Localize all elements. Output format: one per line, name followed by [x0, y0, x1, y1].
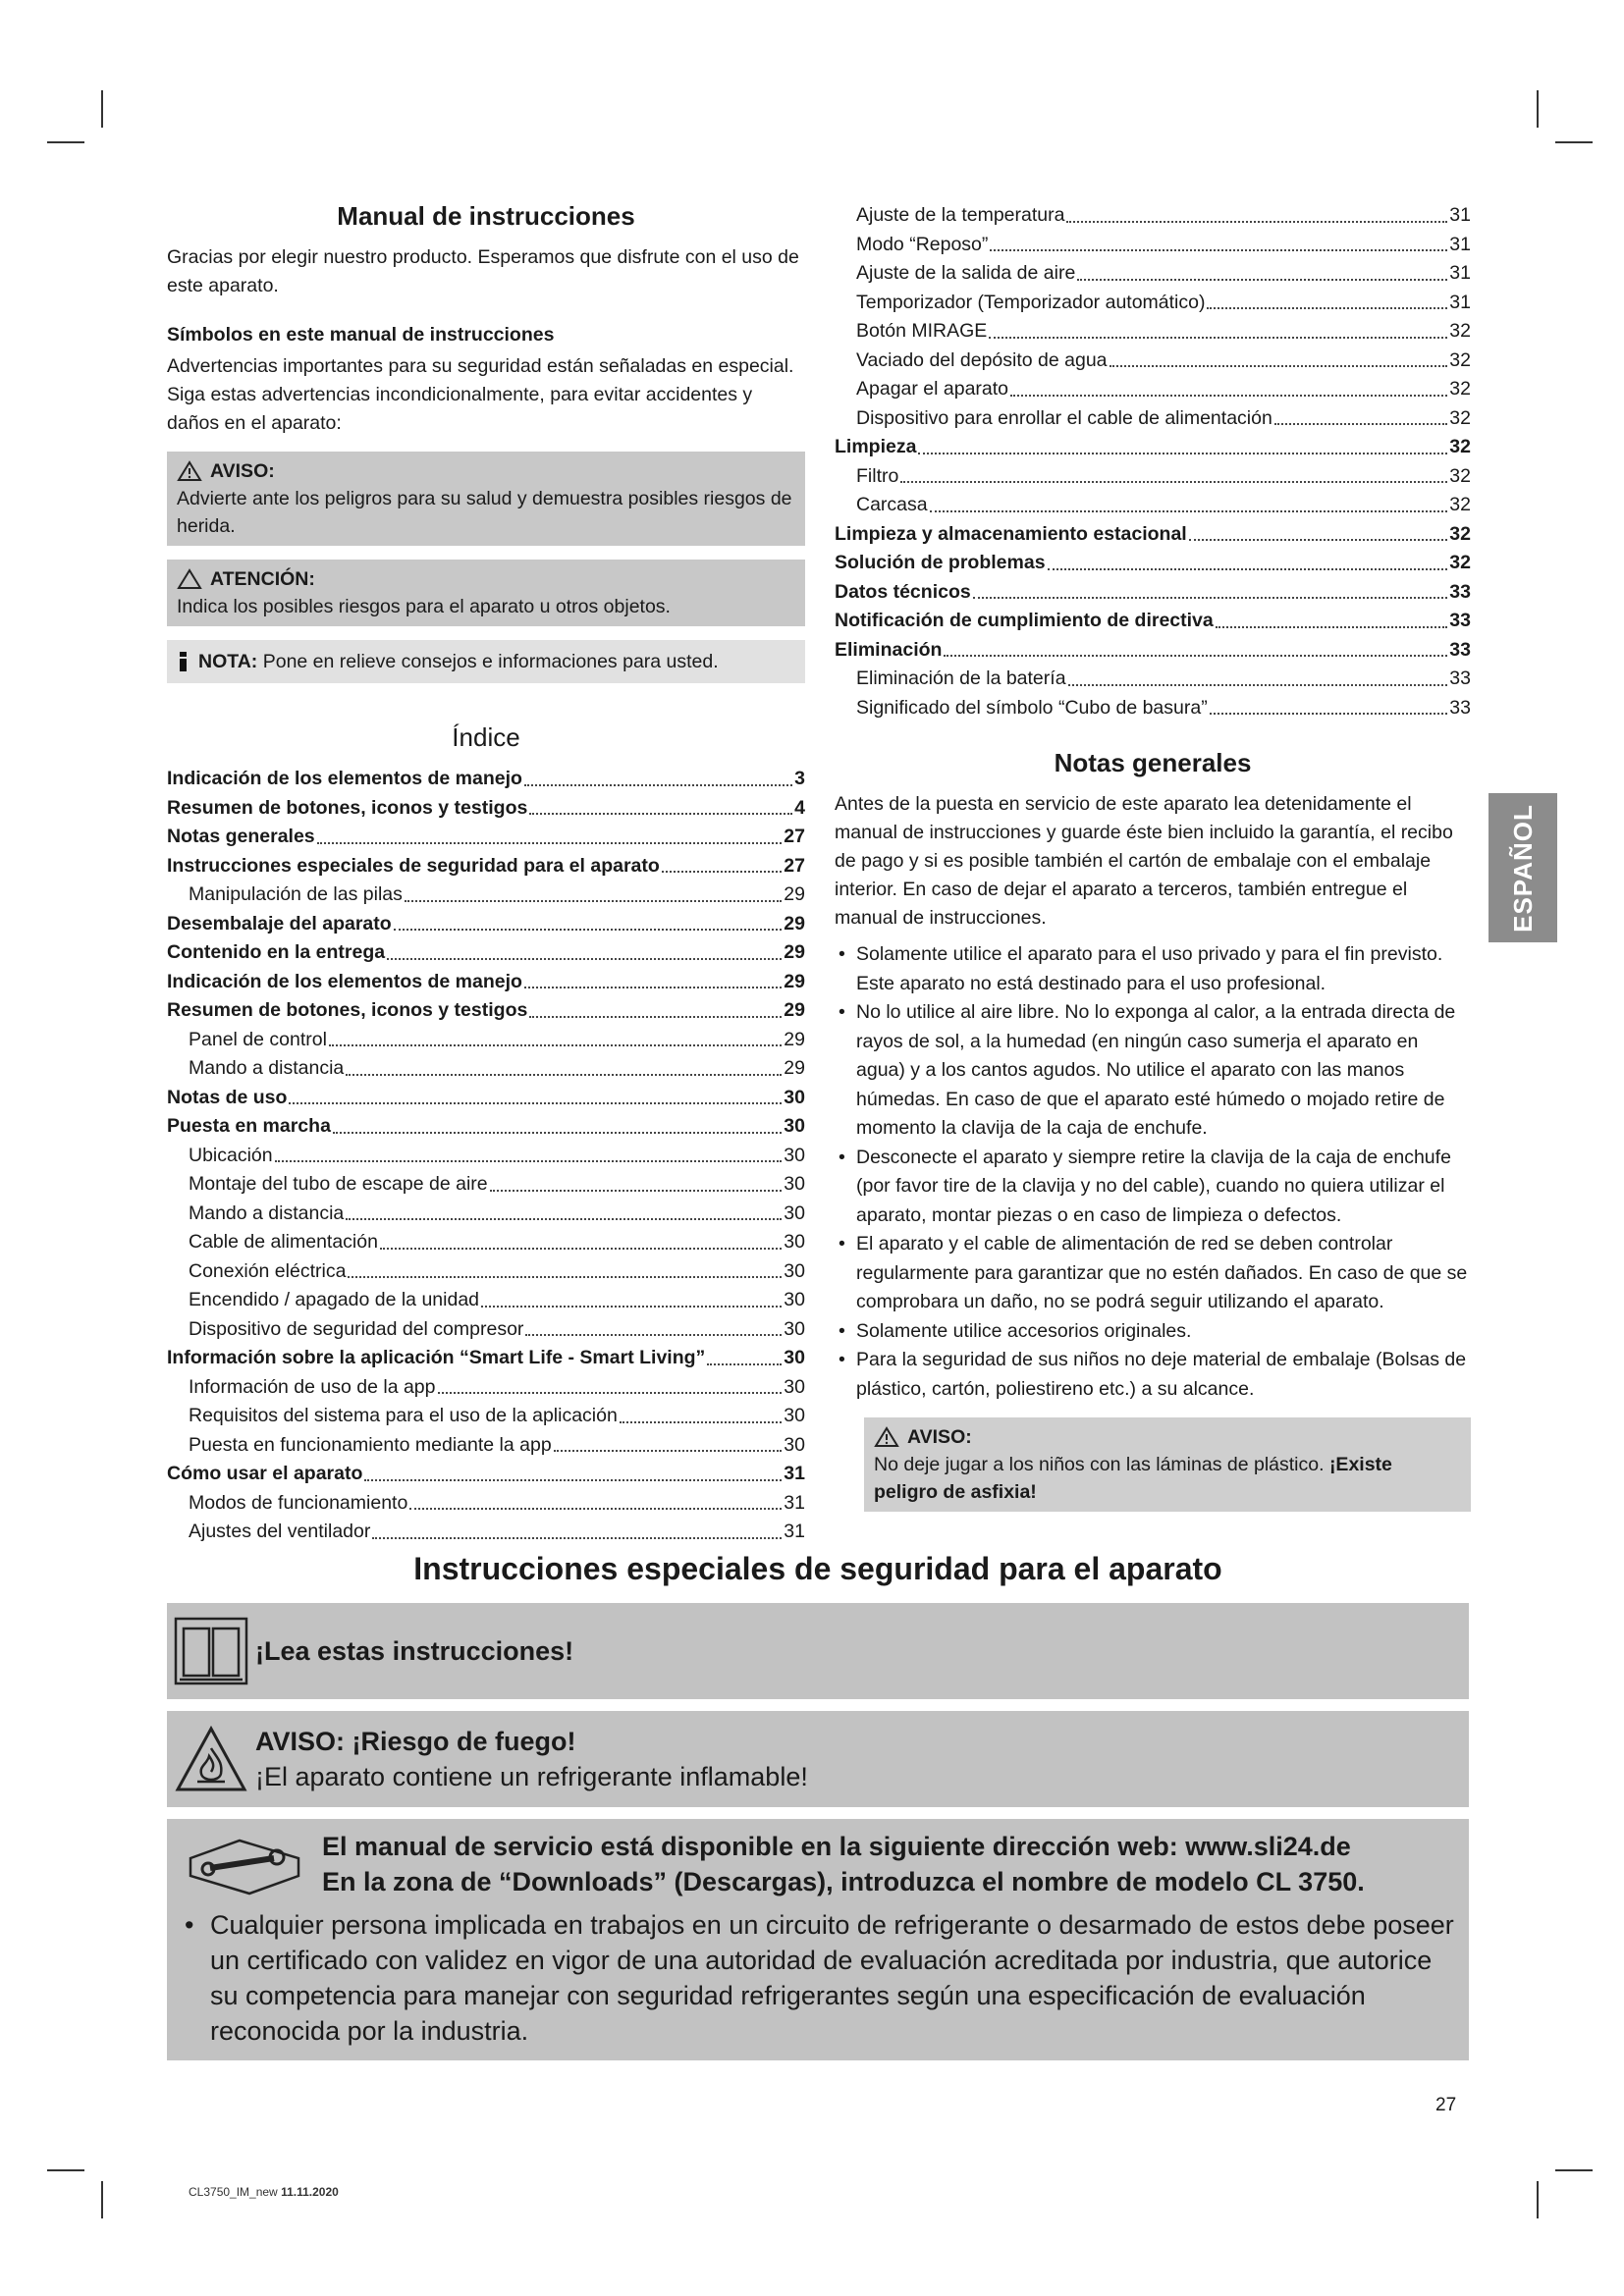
- toc-leader-dots: [346, 1218, 782, 1220]
- toc-leader-dots: [364, 1479, 782, 1481]
- toc-entry-page: 30: [784, 1289, 805, 1310]
- list-item: • Para la seguridad de sus niños no deje material de embalaje (Bolsas de plástico, cartón, poliestireno etc.) a su alcance.: [835, 1346, 1471, 1404]
- fire-warning-band: [167, 1711, 1469, 1807]
- toc-leader-dots: [989, 337, 1447, 339]
- toc-entry: [167, 1228, 805, 1257]
- toc-entry-label: Notas de uso: [167, 1086, 288, 1108]
- toc-leader-dots: [333, 1132, 782, 1134]
- fire-text: ¡El aparato contiene un refrigerante inflamable!: [255, 1762, 808, 1791]
- toc-entry-label: Notas generales: [167, 826, 315, 847]
- toc-entry-label: Ajuste de la salida de aire: [856, 262, 1076, 284]
- toc-entry-page: 27: [784, 854, 805, 877]
- toc-entry: [835, 404, 1471, 434]
- toc-leader-dots: [1210, 713, 1448, 715]
- toc-leader-dots: [662, 871, 783, 873]
- left-column: [167, 201, 805, 1547]
- toc-entry-page: 31: [784, 1491, 805, 1514]
- toc-entry: [835, 578, 1471, 608]
- toc-leader-dots: [372, 1537, 782, 1539]
- notes-list: [835, 940, 1471, 1404]
- toc-entry-label: Montaje del tubo de escape de aire: [189, 1173, 488, 1195]
- nota-label: NOTA:: [198, 651, 258, 672]
- toc-entry-page: 27: [784, 826, 805, 847]
- toc-leader-dots: [1048, 568, 1448, 570]
- toc-entry-label: Significado del símbolo “Cubo de basura”: [856, 696, 1208, 719]
- toc-leader-dots: [438, 1392, 783, 1394]
- toc-leader-dots: [394, 929, 783, 931]
- toc-entry: [835, 520, 1471, 550]
- read-instructions-text: ¡Lea estas instrucciones!: [255, 1636, 574, 1666]
- toc-leader-dots: [554, 1450, 783, 1452]
- toc-leader-dots: [707, 1363, 782, 1365]
- toc-entry-label: Conexión eléctrica: [189, 1259, 347, 1282]
- toc-entry-label: Información sobre la aplicación “Smart Life - Smart Living”: [167, 1347, 706, 1368]
- toc-entry-page: 32: [1449, 552, 1471, 573]
- toc-entry-label: Eliminación de la batería: [856, 667, 1066, 689]
- toc-entry: [167, 1112, 805, 1142]
- toc-entry: [167, 996, 805, 1026]
- toc-entry-label: Puesta en funcionamiento mediante la app: [189, 1433, 552, 1456]
- toc-entry-label: Resumen de botones, iconos y testigos: [167, 796, 528, 819]
- toc-entry: [835, 231, 1471, 260]
- aviso-text: Advierte ante los peligros para su salud y demuestra posibles riesgos de herida.: [177, 488, 792, 537]
- toc-entry: [167, 1460, 805, 1489]
- toc-leader-dots: [317, 842, 783, 844]
- toc-entry-page: 30: [784, 1405, 805, 1426]
- toc-entry-page: 30: [784, 1173, 805, 1195]
- intro-text: Gracias por elegir nuestro producto. Esperamos que disfrute con el uso de este aparato.: [167, 246, 799, 296]
- aviso-label: AVISO:: [907, 1426, 972, 1448]
- warning-icon: [177, 460, 202, 482]
- atencion-box: [167, 560, 805, 626]
- toc-entry: [167, 910, 805, 939]
- toc-entry: [167, 1142, 805, 1171]
- crop-mark: [1555, 2169, 1593, 2171]
- toc-entry-page: 30: [784, 1375, 805, 1398]
- toc-entry-label: Solución de problemas: [835, 552, 1046, 573]
- toc-entry: [835, 201, 1471, 231]
- list-item: • Desconecte el aparato y siempre retire la clavija de la caja de enchufe (por favor tire de la clavija y no del cable), cuando no quiera utilizar el aparato, montar piezas o en caso de limpieza o defectos.: [835, 1144, 1471, 1231]
- toc-entry-label: Vaciado del depósito de agua: [856, 348, 1108, 371]
- toc-leader-dots: [1010, 395, 1447, 397]
- toc-entry-page: 29: [784, 999, 805, 1021]
- toc-entry-label: Botón MIRAGE: [856, 320, 988, 342]
- toc-entry: [835, 549, 1471, 578]
- aviso-bold-text: ¡Existe peligro de asfixia!: [874, 1454, 1392, 1503]
- toc-leader-dots: [1077, 279, 1447, 281]
- toc-leader-dots: [1274, 423, 1447, 425]
- toc-entry-label: Ajuste de la temperatura: [856, 204, 1065, 226]
- toc-entry-page: 30: [784, 1115, 805, 1137]
- symbols-text: Advertencias importantes para su seguridad están señaladas en especial. Siga estas advertencias incondicionalmente, para evitar accidentes y daños en el aparato:: [167, 355, 794, 434]
- toc-entry-label: Cómo usar el aparato: [167, 1463, 363, 1484]
- toc-entry-label: Limpieza y almacenamiento estacional: [835, 522, 1187, 545]
- toc-entry-page: 30: [784, 1317, 805, 1340]
- toc-entry-label: Resumen de botones, iconos y testigos: [167, 999, 528, 1021]
- toc-entry-label: Puesta en marcha: [167, 1115, 331, 1137]
- toc-entry-page: 3: [794, 768, 805, 789]
- notes-intro: Antes de la puesta en servicio de este aparato lea detenidamente el manual de instrucciones y guarde éste bien incluido la garantía, el recibo de pago y si es posible también el cartón de embalaje con el embalaje interior. En caso de dejar el aparato a terceros, también entregue el manual de instrucciones.: [835, 793, 1453, 929]
- toc-leader-dots: [481, 1306, 782, 1308]
- toc-entry-page: 29: [784, 1028, 805, 1050]
- toc-entry-page: 30: [784, 1144, 805, 1166]
- toc-entry-page: 31: [784, 1463, 805, 1484]
- crop-mark: [101, 90, 103, 128]
- toc-entry-label: Cable de alimentación: [189, 1231, 378, 1253]
- toc-entry-label: Apagar el aparato: [856, 378, 1009, 400]
- footer-doc: CL3750_IM_new: [189, 2185, 278, 2199]
- atencion-label: ATENCIÓN:: [210, 568, 315, 590]
- toc-entry: [835, 665, 1471, 694]
- toc-entry-label: Indicación de los elementos de manejo: [167, 970, 522, 992]
- toc-entry-page: 32: [1449, 436, 1471, 457]
- toc-entry-page: 32: [1449, 320, 1471, 342]
- toc-entry-label: Modo “Reposo”: [856, 233, 989, 255]
- toc-entry-page: 32: [1449, 378, 1471, 400]
- toc-leader-dots: [1189, 539, 1448, 541]
- toc-leader-dots: [529, 1016, 782, 1018]
- toc-entry-page: 30: [784, 1433, 805, 1456]
- toc-entry: [835, 607, 1471, 636]
- list-item: • No lo utilice al aire libre. No lo exponga al calor, a la entrada directa de rayos de sol, a la humedad (en ningún caso sumerja el aparato en agua) y a los cantos agudos. No utilice el aparato con las manos húmedas. En caso de que el aparato esté húmedo o mojado retire de momento la clavija de la caja de enchufe.: [835, 998, 1471, 1144]
- toc-entry: [167, 1257, 805, 1287]
- toc-entry: [835, 694, 1471, 723]
- toc-entry-label: Mando a distancia: [189, 1201, 345, 1224]
- nota-box: [167, 640, 805, 683]
- language-tab: [1489, 793, 1557, 942]
- book-icon: [172, 1615, 250, 1687]
- toc-entry-label: Dispositivo de seguridad del compresor: [189, 1317, 524, 1340]
- toc-leader-dots: [973, 597, 1448, 599]
- toc-entry: [167, 1373, 805, 1403]
- toc-leader-dots: [900, 481, 1447, 483]
- service-manual-box: [167, 1819, 1469, 2060]
- toc-entry: [167, 1084, 805, 1113]
- toc-entry: [835, 259, 1471, 289]
- service-line-2: En la zona de “Downloads” (Descargas), introduzca el nombre de modelo CL 3750.: [322, 1867, 1365, 1896]
- toc-entry-page: 33: [1449, 580, 1471, 603]
- toc-entry: [167, 852, 805, 881]
- toc-entry: [835, 289, 1471, 318]
- toc-entry: [835, 317, 1471, 347]
- toc-entry-label: Encendido / apagado de la unidad: [189, 1289, 480, 1310]
- toc-entry-page: 32: [1449, 406, 1471, 429]
- index-title: Índice: [452, 722, 520, 752]
- toc-entry-label: Mando a distancia: [189, 1057, 345, 1079]
- footer: [189, 2185, 339, 2199]
- toc-entry-label: Dispositivo para enrollar el cable de alimentación: [856, 406, 1272, 429]
- toc-entry: [167, 1344, 805, 1373]
- special-title: Instrucciones especiales de seguridad para el aparato: [413, 1551, 1222, 1586]
- toc-entry-page: 32: [1449, 348, 1471, 371]
- toc-entry-label: Instrucciones especiales de seguridad para el aparato: [167, 854, 660, 877]
- toc-entry-label: Temporizador (Temporizador automático): [856, 291, 1206, 313]
- toc-leader-dots: [1066, 221, 1447, 223]
- toc-entry-label: Filtro: [856, 464, 899, 487]
- toc-leader-dots: [1207, 307, 1447, 309]
- toc-entry: [167, 1315, 805, 1345]
- toc-entry-page: 30: [784, 1259, 805, 1282]
- info-icon: [177, 651, 190, 672]
- toc-leader-dots: [405, 900, 782, 902]
- toc-entry-label: Ajustes del ventilador: [189, 1521, 371, 1542]
- toc-entry-page: 29: [784, 941, 805, 963]
- aviso-box: [167, 452, 805, 546]
- toc-leader-dots: [348, 1276, 782, 1278]
- toc-entry: [167, 823, 805, 852]
- toc-leader-dots: [990, 249, 1447, 251]
- toc-entry-label: Carcasa: [856, 494, 928, 515]
- toc-entry-label: Modos de funcionamiento: [189, 1491, 408, 1514]
- toc-entry-label: Ubicación: [189, 1144, 273, 1166]
- toc-entry-label: Panel de control: [189, 1028, 327, 1050]
- toc-entry: [167, 1026, 805, 1055]
- crop-mark: [101, 2181, 103, 2218]
- toc-entry: [167, 1402, 805, 1431]
- language-label: ESPAÑOL: [1507, 803, 1538, 933]
- symbols-heading: Símbolos en este manual de instrucciones: [167, 324, 555, 346]
- toc-entry: [167, 1170, 805, 1200]
- toc-entry-page: 31: [1449, 291, 1471, 313]
- toc-entry-page: 29: [784, 883, 805, 905]
- toc-entry: [167, 794, 805, 824]
- nota-text: Pone en relieve consejos e informaciones para usted.: [262, 651, 719, 672]
- toc-leader-dots: [930, 510, 1448, 512]
- crop-mark: [1537, 2181, 1539, 2218]
- toc-entry-page: 33: [1449, 696, 1471, 719]
- toc-leader-dots: [524, 784, 792, 786]
- toc-entry-label: Manipulación de las pilas: [189, 883, 403, 905]
- toc-entry: [835, 491, 1471, 520]
- read-instructions-band: [167, 1603, 1469, 1699]
- toc-entry-page: 33: [1449, 638, 1471, 661]
- toc-leader-dots: [620, 1421, 782, 1423]
- toc-entry-page: 32: [1449, 464, 1471, 487]
- toc-entry-page: 30: [784, 1231, 805, 1253]
- toc-entry-label: Información de uso de la app: [189, 1375, 436, 1398]
- toc-entry: [167, 1200, 805, 1229]
- toc-entry-label: Eliminación: [835, 638, 943, 661]
- toc-leader-dots: [1068, 684, 1448, 686]
- toc-entry-page: 31: [1449, 233, 1471, 255]
- toc-entry-label: Limpieza: [835, 436, 917, 457]
- toc-entry-label: Desembalaje del aparato: [167, 912, 392, 934]
- crop-mark: [1537, 90, 1539, 128]
- toc-leader-dots: [346, 1074, 782, 1076]
- toc-leader-dots: [524, 987, 782, 988]
- toc-entry: [167, 1489, 805, 1519]
- toc-entry: [167, 765, 805, 794]
- toc-leader-dots: [387, 958, 782, 960]
- toc-entry: [835, 433, 1471, 462]
- toc-entry-page: 29: [784, 912, 805, 934]
- page-number: 27: [1435, 2095, 1457, 2115]
- toc-entry-label: Contenido en la entrega: [167, 941, 386, 963]
- crop-mark: [47, 2169, 84, 2171]
- service-line-1: El manual de servicio está disponible en la siguiente dirección web: www.sli24.de: [322, 1832, 1351, 1861]
- service-bullets: [181, 1907, 1455, 2049]
- special-safety-section: [167, 1551, 1469, 2060]
- toc-leader-dots: [944, 655, 1447, 657]
- toc-entry-page: 32: [1449, 494, 1471, 515]
- caution-icon: [177, 568, 202, 590]
- right-column: [835, 201, 1471, 1512]
- toc-entry-page: 32: [1449, 522, 1471, 545]
- toc-leader-dots: [1216, 626, 1448, 628]
- toc-entry-page: 33: [1449, 610, 1471, 631]
- toc-entry-page: 30: [784, 1347, 805, 1368]
- toc-entry: [835, 636, 1471, 666]
- toc-entry: [167, 1431, 805, 1461]
- toc-entry-page: 31: [1449, 262, 1471, 284]
- toc-leader-dots: [329, 1044, 782, 1046]
- toc-entry-label: Datos técnicos: [835, 580, 971, 603]
- toc-entry-label: Indicación de los elementos de manejo: [167, 768, 522, 789]
- toc-entry: [167, 1286, 805, 1315]
- toc-entry-page: 29: [784, 1057, 805, 1079]
- toc-leader-dots: [275, 1160, 783, 1162]
- toc-leader-dots: [490, 1190, 783, 1192]
- list-item: • Solamente utilice accesorios originales.: [835, 1317, 1471, 1347]
- toc-entry: [167, 1518, 805, 1547]
- fire-heading: AVISO: ¡Riesgo de fuego!: [255, 1727, 576, 1756]
- toc-entry-page: 30: [784, 1086, 805, 1108]
- flammable-warning-icon: [174, 1725, 248, 1793]
- list-item: • El aparato y el cable de alimentación de red se deben controlar regularmente para garantizar que no estén dañados. En caso de que se comprobara un daño, no se podrá seguir utilizando el aparato.: [835, 1230, 1471, 1317]
- toc-entry-page: 31: [784, 1521, 805, 1542]
- toc-entry: [167, 938, 805, 968]
- crop-mark: [47, 141, 84, 143]
- toc-entry-page: 33: [1449, 667, 1471, 689]
- aviso-label: AVISO:: [210, 460, 275, 482]
- aviso-text: No deje jugar a los niños con las láminas de plástico.: [874, 1454, 1325, 1475]
- aviso-plastic-box: [864, 1417, 1471, 1512]
- toc-leader-dots: [918, 453, 1447, 454]
- toc-leader-dots: [380, 1248, 782, 1250]
- toc-entry: [835, 375, 1471, 404]
- toc-leader-dots: [529, 813, 792, 815]
- service-manual-icon: [181, 1829, 308, 1899]
- toc-entry-page: 4: [794, 796, 805, 819]
- toc-entry-label: Requisitos del sistema para el uso de la aplicación: [189, 1405, 618, 1426]
- manual-title: Manual de instrucciones: [337, 201, 635, 231]
- toc-leader-dots: [289, 1102, 782, 1104]
- crop-mark: [1555, 141, 1593, 143]
- toc-entry: [167, 968, 805, 997]
- list-item: • Solamente utilice el aparato para el uso privado y para el fin previsto. Este aparato no está destinado para el uso profesional.: [835, 940, 1471, 998]
- toc-left: [167, 765, 805, 1547]
- toc-leader-dots: [409, 1508, 782, 1510]
- toc-entry-label: Notificación de cumplimiento de directiva: [835, 610, 1214, 631]
- footer-date: 11.11.2020: [281, 2185, 339, 2199]
- toc-right: [835, 201, 1471, 722]
- notes-title: Notas generales: [1054, 748, 1252, 777]
- toc-leader-dots: [525, 1334, 782, 1336]
- toc-entry: [835, 347, 1471, 376]
- toc-entry: [167, 881, 805, 910]
- warning-icon: [874, 1426, 899, 1448]
- toc-entry-page: 31: [1449, 204, 1471, 226]
- toc-entry: [167, 1054, 805, 1084]
- toc-entry: [835, 462, 1471, 492]
- atencion-text: Indica los posibles riesgos para el aparato u otros objetos.: [177, 596, 671, 617]
- toc-entry-page: 29: [784, 970, 805, 992]
- list-item: • Cualquier persona implicada en trabajos en un circuito de refrigerante o desarmado de estos debe poseer un certificado con validez en vigor de una autoridad de evaluación acreditada por industria, que autorice su competencia para manejar con seguridad refrigerantes según una especificación de evaluación reconocida por la industria.: [181, 1907, 1455, 2049]
- toc-leader-dots: [1110, 365, 1448, 367]
- toc-entry-page: 30: [784, 1201, 805, 1224]
